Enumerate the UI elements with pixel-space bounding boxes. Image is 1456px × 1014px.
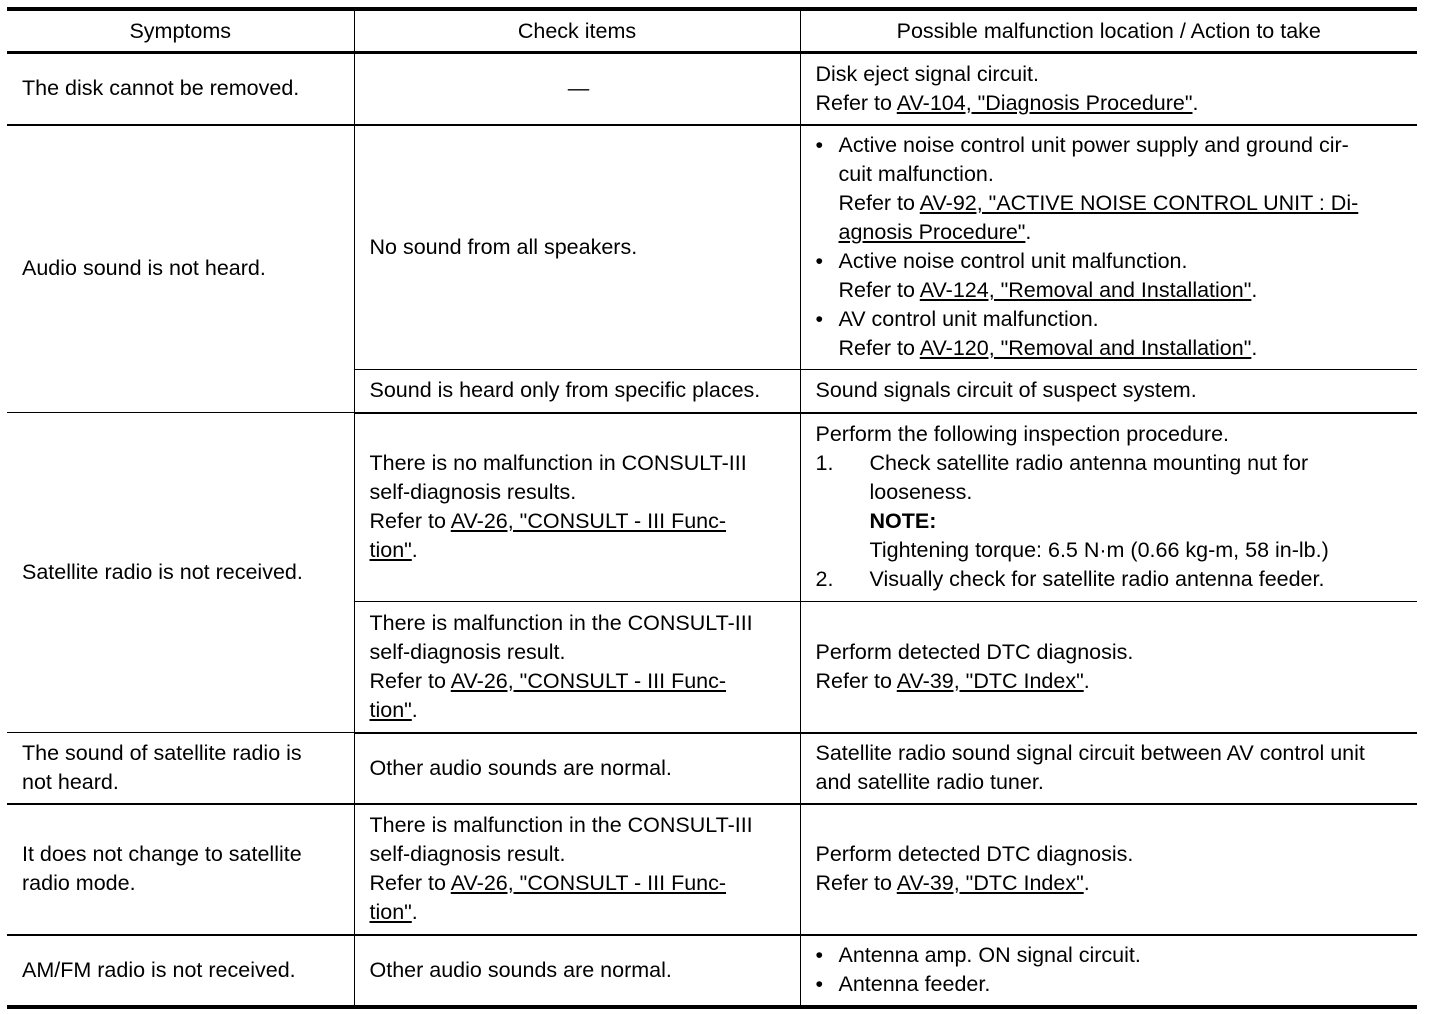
period: . [411,697,418,722]
reference-link[interactable]: tion" [369,900,412,924]
symptom-cell [7,733,354,804]
refer-to-text: Refer to [838,336,920,361]
check-text: self-diagnosis results. [369,480,577,505]
action-text: Perform detected DTC diagnosis. [815,639,1134,664]
period: . [1083,668,1090,693]
numbered-step [816,449,1406,565]
diagnosis-table [7,7,1417,1009]
step-text: Visually check for satellite radio antenna feeder. [869,567,1325,592]
action-text: and satellite radio tuner. [815,770,1044,794]
period: . [411,538,418,563]
bullet-marker: • [815,943,824,967]
action-text: Perform the following inspection procedure. [815,422,1229,447]
check-cell [354,804,800,935]
bullet-marker: • [815,133,824,158]
check-text: There is malfunction in the CONSULT-III [369,813,753,837]
reference-link[interactable]: AV-39, "DTC Index" [896,668,1084,693]
action-cell [800,602,1417,733]
period: . [1251,278,1258,303]
action-cell: Sound signals circuit of suspect system. [800,370,1417,413]
reference-link[interactable]: AV-92, "ACTIVE NOISE CONTROL UNIT : Di- [919,191,1359,216]
table-row [7,804,1417,935]
bullet-item [816,305,1406,363]
symptom-cell: AM/FM radio is not received. [7,935,354,1007]
action-cell [800,733,1417,804]
refer-to-text: Refer to [369,871,451,895]
symptom-cell [7,804,354,935]
action-text: Disk eject signal circuit. [815,61,1039,86]
symptom-text: The sound of satellite radio is [22,740,302,765]
reference-link[interactable]: tion" [369,538,412,563]
period: . [1192,90,1199,115]
action-text: Perform detected DTC diagnosis. [815,842,1134,866]
symptom-cell: Satellite radio is not received. [7,413,354,733]
reference-link[interactable]: AV-26, "CONSULT - III Func- [450,509,727,534]
header-check-items: Check items [354,9,800,53]
check-text: self-diagnosis result. [369,639,566,664]
bullet-item [816,247,1406,305]
header-symptoms: Symptoms [7,9,354,53]
reference-link[interactable]: AV-124, "Removal and Installation" [919,278,1252,303]
bullet-text: Antenna amp. ON signal circuit. [838,943,1141,967]
reference-link[interactable]: tion" [369,697,412,722]
bullet-marker: • [815,972,824,996]
symptom-cell: The disk cannot be removed. [7,53,354,125]
step-number: 2. [815,567,834,592]
bullet-text: Active noise control unit malfunction. [838,249,1188,274]
step-number: 1. [815,451,834,476]
check-cell: No sound from all speakers. [354,125,800,370]
reference-link[interactable]: AV-39, "DTC Index" [896,871,1084,895]
bullet-marker: • [815,249,824,274]
action-text: Satellite radio sound signal circuit between AV control unit [815,741,1365,765]
check-cell: Other audio sounds are normal. [354,935,800,1007]
symptom-text: It does not change to satellite [22,842,302,866]
header-action: Possible malfunction location / Action to take [800,9,1417,53]
action-cell [800,804,1417,935]
bullet-marker: • [815,307,824,332]
refer-to-text: Refer to [815,871,897,895]
table-header-row [7,9,1417,53]
refer-to-text: Refer to [838,191,920,216]
symptom-text: not heard. [22,769,119,794]
note-text: Tightening torque: 6.5 N·m (0.66 kg-m, 58 in-lb.) [869,538,1329,563]
check-text: There is malfunction in the CONSULT-III [369,610,753,635]
action-cell [800,413,1417,602]
reference-link[interactable]: AV-120, "Removal and Installation" [919,336,1252,361]
reference-link[interactable]: agnosis Procedure" [838,220,1026,245]
check-cell: Other audio sounds are normal. [354,733,800,804]
bullet-item [816,941,1406,970]
reference-link[interactable]: AV-26, "CONSULT - III Func- [450,668,727,693]
reference-link[interactable]: AV-104, "Diagnosis Procedure" [896,90,1193,115]
note-label: NOTE: [869,509,937,534]
step-text: Check satellite radio antenna mounting nut for [869,451,1309,476]
check-cell [354,602,800,733]
symptom-cell: Audio sound is not heard. [7,125,354,413]
step-text: looseness. [869,480,973,505]
refer-to-text: Refer to [838,278,920,303]
check-text: self-diagnosis result. [369,842,566,866]
bullet-text: Antenna feeder. [838,972,991,996]
check-cell: Sound is heard only from specific places. [354,370,800,413]
table-row [7,935,1417,1007]
refer-to-text: Refer to [369,668,451,693]
action-cell [800,125,1417,370]
action-cell [800,935,1417,1007]
refer-to-text: Refer to [815,668,897,693]
table-row [7,413,1417,602]
period: . [411,900,418,924]
bullet-text: cuit malfunction. [838,162,994,187]
table-row [7,733,1417,804]
check-cell [354,413,800,602]
refer-to-text: Refer to [369,509,451,534]
check-text: There is no malfunction in CONSULT-III [369,451,747,476]
action-cell [800,53,1417,125]
check-cell: — [354,53,800,125]
bullet-item [816,131,1406,247]
table-row [7,53,1417,125]
period: . [1025,220,1032,245]
table-row [7,125,1417,370]
period: . [1251,336,1258,361]
bullet-text: AV control unit malfunction. [838,307,1099,332]
bullet-text: Active noise control unit power supply and ground cir- [838,133,1349,158]
numbered-step [816,565,1406,594]
period: . [1083,871,1090,895]
symptom-text: radio mode. [22,871,136,895]
refer-to-text: Refer to [815,90,897,115]
bullet-item [816,970,1406,999]
reference-link[interactable]: AV-26, "CONSULT - III Func- [450,871,727,895]
